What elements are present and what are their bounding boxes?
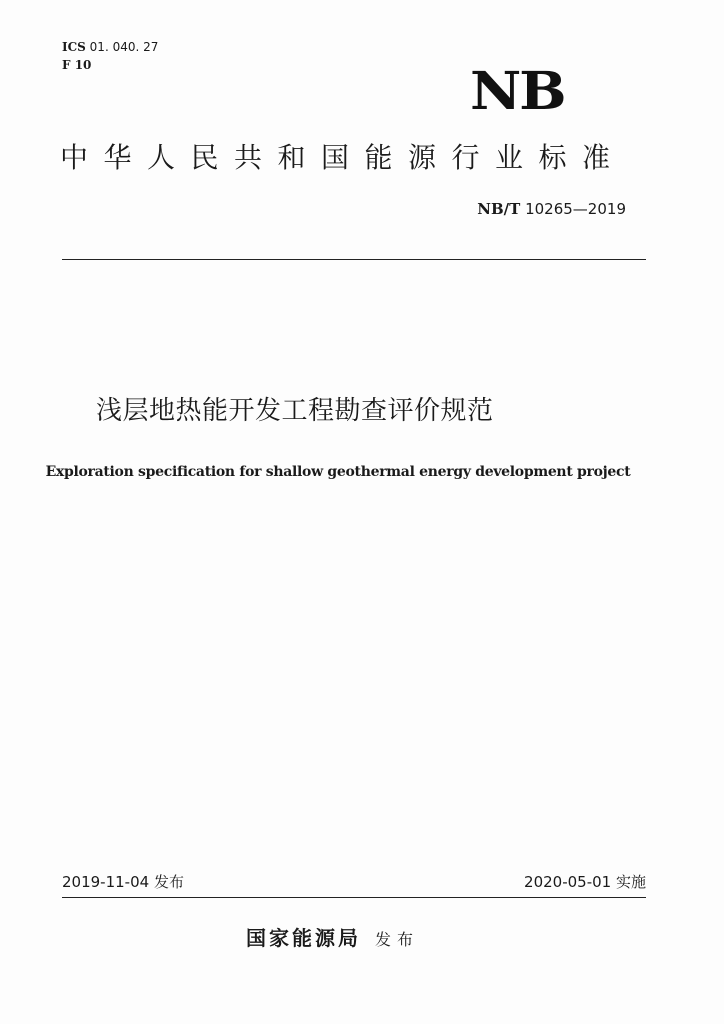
publisher-name: 国家能源局 xyxy=(246,926,361,950)
ics-line xyxy=(62,38,158,56)
document-title-cn: 浅层地热能开发工程勘查评价规范 xyxy=(96,396,494,426)
document-title-en: Exploration specification for shallow geothermal energy development project xyxy=(45,464,631,480)
issue-date: 2019-11-04 发布 xyxy=(62,873,184,891)
standard-number-prefix: NB/T xyxy=(477,200,521,218)
standard-number xyxy=(477,199,626,219)
top-divider xyxy=(62,259,646,260)
nb-logo: NB xyxy=(470,61,565,122)
bottom-divider xyxy=(62,897,646,898)
ccs-code: F 10 xyxy=(62,58,92,72)
standard-category-title: 中华人民共和国能源行业标准 xyxy=(60,141,626,174)
ics-code: 01. 040. 27 xyxy=(89,40,159,54)
classification-codes xyxy=(62,38,158,74)
publisher-action: 发布 xyxy=(375,930,420,949)
publisher xyxy=(246,924,419,954)
standard-number-value: 10265—2019 xyxy=(525,200,626,218)
ics-label: ICS xyxy=(62,40,86,54)
implementation-date: 2020-05-01 实施 xyxy=(524,873,646,891)
